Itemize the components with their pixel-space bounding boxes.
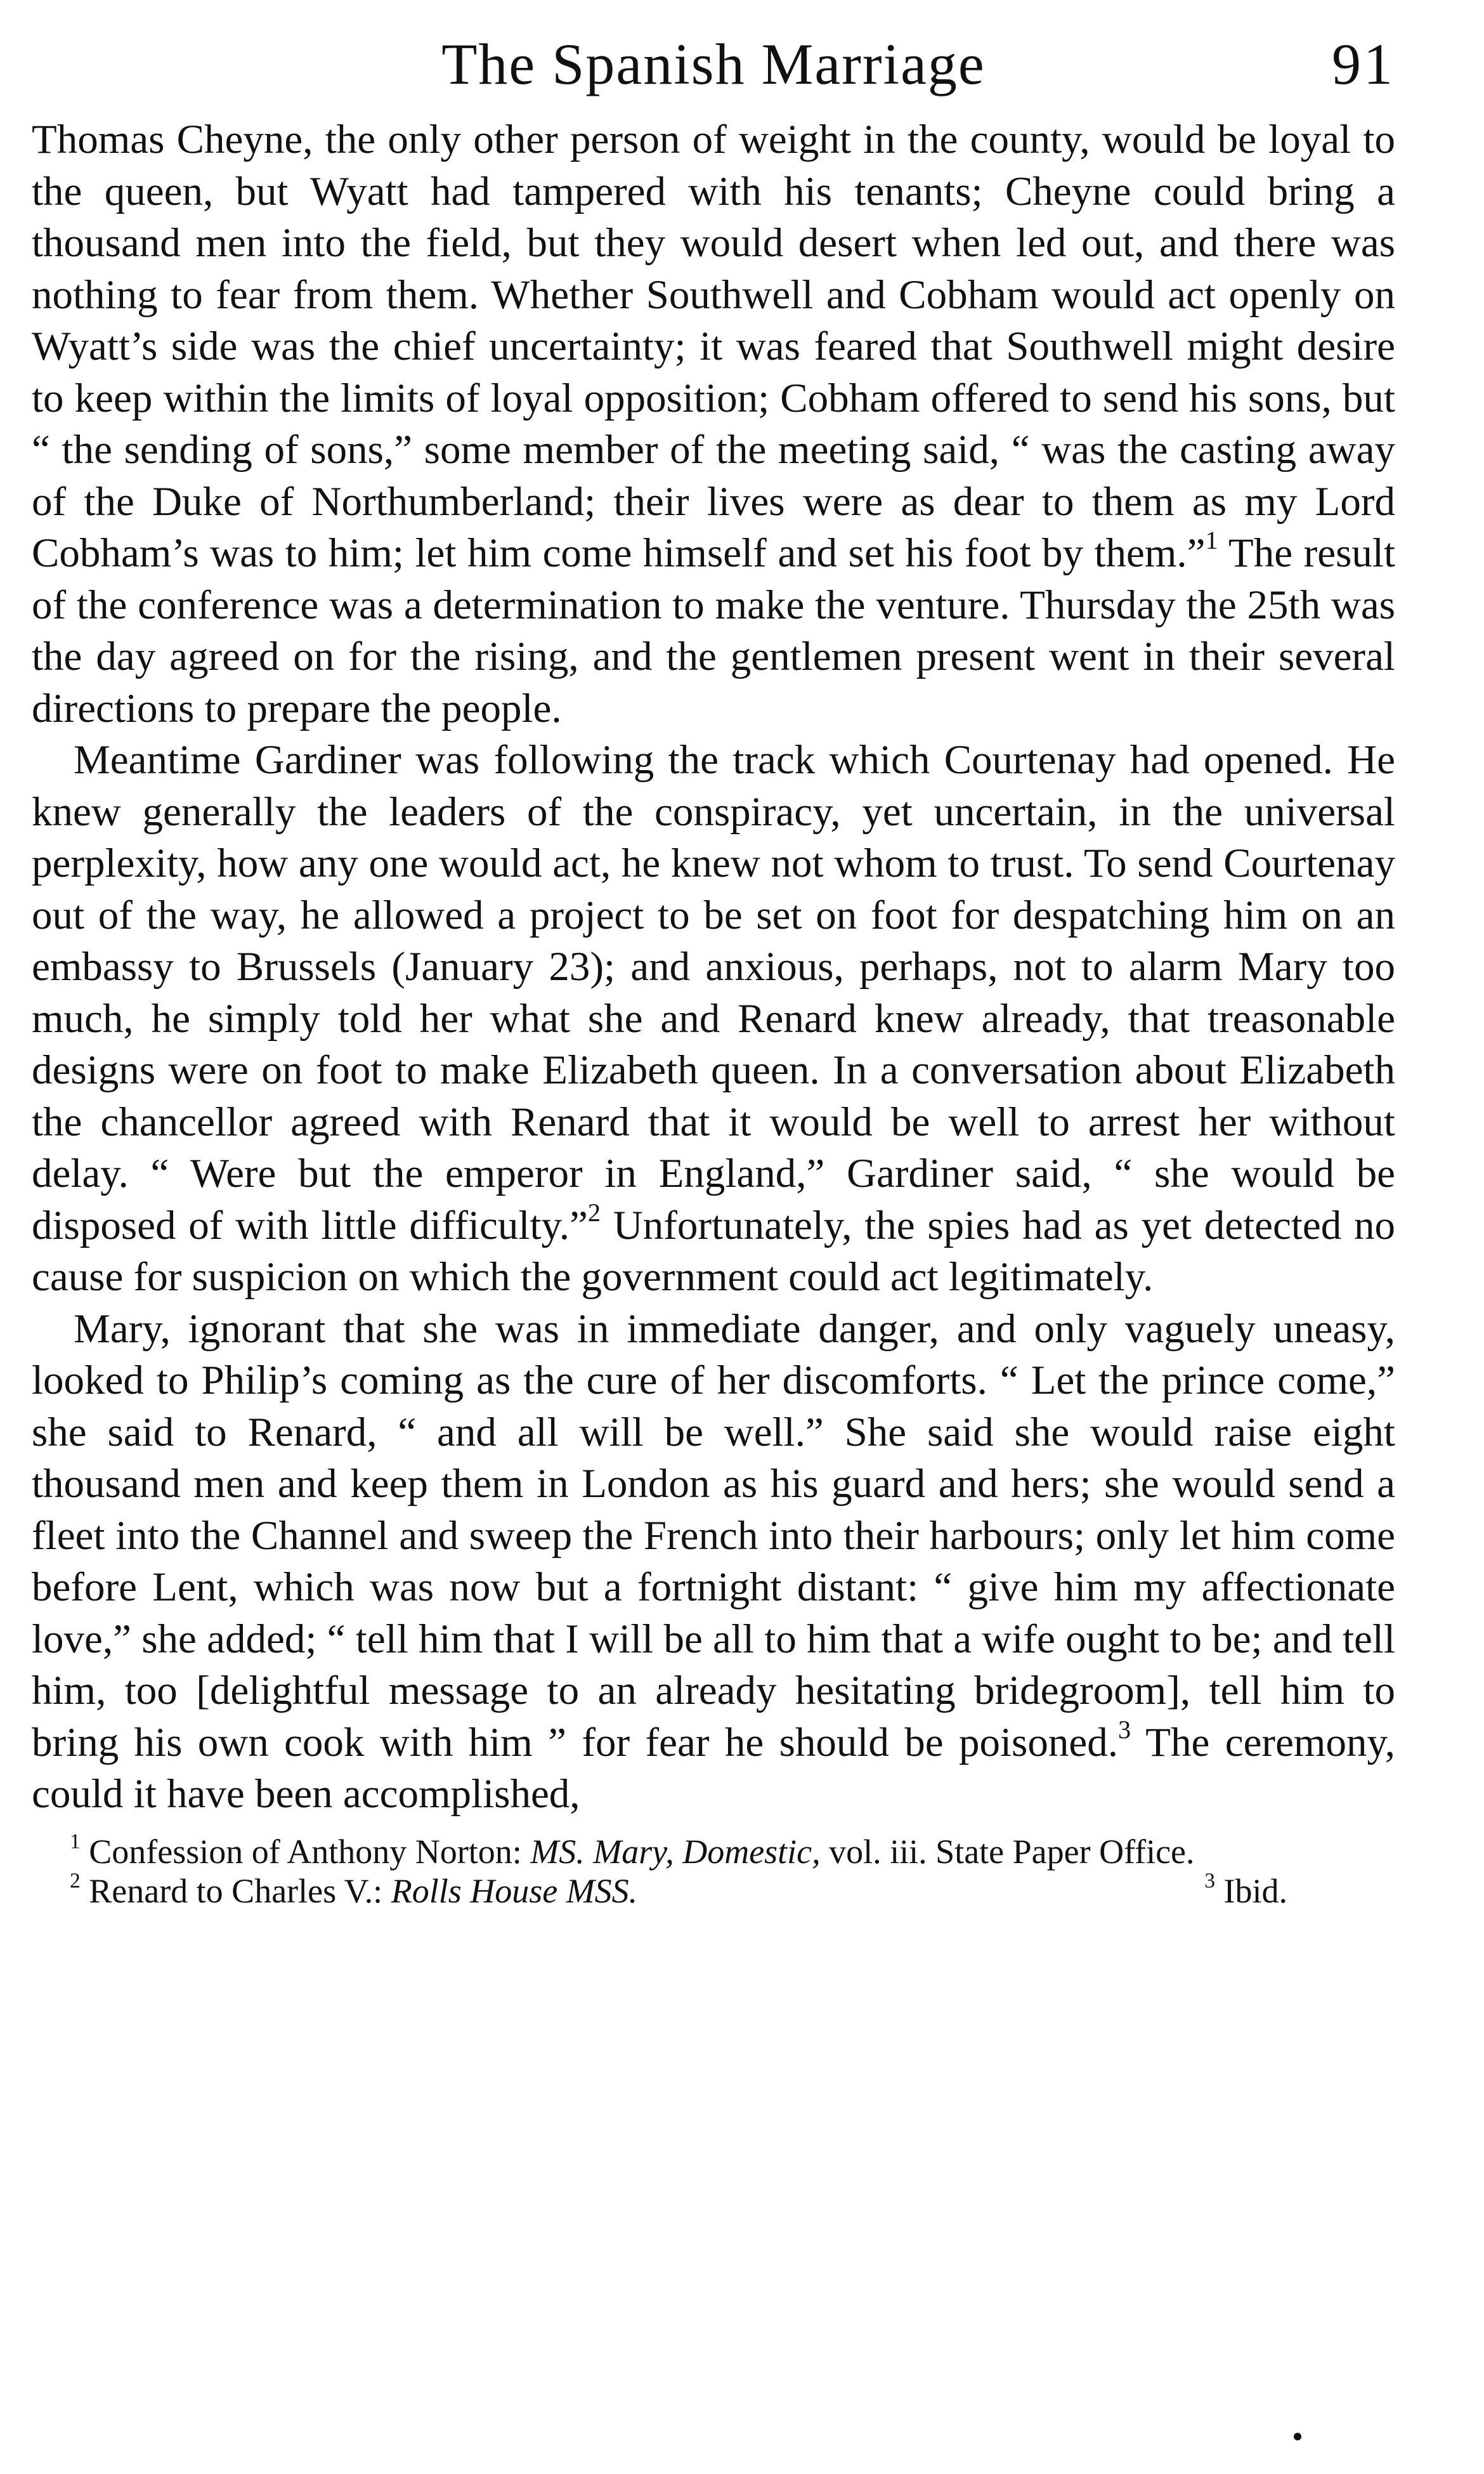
footnote-ref-2: 2 [587, 1198, 601, 1227]
footnote-row-2-3 [32, 1871, 1395, 1911]
paragraph-2 [32, 735, 1395, 1304]
footnote-3 [1204, 1871, 1287, 1911]
body-text [32, 114, 1395, 1821]
footnote-3-text: Ibid. [1223, 1871, 1287, 1910]
page-header [32, 25, 1395, 114]
running-title: The Spanish Marriage [441, 32, 986, 96]
paragraph-1-text: Thomas Cheyne, the only other person of weight in the county, would be loyal to the queen, but Wyatt had tampered with his tenants; Cheyne could bring a thousand men into the field, but they would desert when led out, and there was nothing to fear from them. Whether Southwell and Cobham would act openly on Wyatt’s side was the chief uncertainty; it was feared that Southwell might desire to keep within the limits of loyal opposition; Cobham offered to send his sons, but “ the sending of sons,” some member of the meeting said, “ was the casting away of the Duke of Northumberland; their lives were as dear to them as my Lord Cobham’s was to him; let him come himself and set his foot by them.” [32, 117, 1395, 576]
footnote-ref-1: 1 [1205, 525, 1218, 554]
page-number: 91 [1332, 32, 1395, 96]
footnote-ref-3: 3 [1117, 1715, 1131, 1744]
footnote-1-text: Confession of Anthony Norton: [89, 1832, 522, 1871]
footnote-2-mark: 2 [70, 1869, 81, 1893]
paragraph-3-continued: The ceremony, could it have been accomplished, [32, 1719, 1396, 1817]
print-speck [1294, 2433, 1301, 2440]
footnote-2-source: Rolls House MSS. [391, 1871, 638, 1910]
footnotes [32, 1829, 1395, 1911]
footnote-1-source: MS. Mary, Domestic, [530, 1832, 821, 1871]
footnote-3-mark: 3 [1204, 1869, 1215, 1893]
paragraph-3 [32, 1304, 1395, 1821]
paragraph-3-text: Mary, ignorant that she was in immediate danger, and only vaguely uneasy, looked to Philip’s coming as the cure of her discomforts. “ Let the prince come,” she said to Renard, “ and all will be well.” She said she would raise eight thousand men and keep them in London as his guard and hers; she would send a fleet into the Channel and sweep the French into their harbours; only let him come before Lent, which was now but a fortnight distant: “ give him my affectionate love,” she added; “ tell him that I will be all to him that a wife ought to be; and tell him, too [delightful message to an already hesitating bridegroom], tell him to bring his own cook with him ” for fear he should be poisoned. [32, 1306, 1395, 1765]
footnote-2 [70, 1871, 637, 1911]
paragraph-2-continued: Unfortunately, the spies had as yet detected no cause for suspicion on which the government could act legitimately. [32, 1202, 1395, 1300]
footnote-1-rest: vol. iii. State Paper Office. [829, 1832, 1195, 1871]
book-page [32, 25, 1395, 1911]
footnote-2-text: Renard to Charles V.: [89, 1871, 383, 1910]
paragraph-1-continued: The result of the conference was a determination to make the venture. Thursday the 25th was the day agreed on for the rising, and the gentlemen present went in their several directions to prepare the people. [32, 530, 1396, 731]
footnote-1-mark: 1 [70, 1829, 81, 1854]
paragraph-2-text: Meantime Gardiner was following the track which Courtenay had opened. He knew generally the leaders of the conspiracy, yet uncertain, in the universal perplexity, how any one would act, he knew not whom to trust. To send Courtenay out of the way, he allowed a project to be set on foot for despatching him on an embassy to Brussels (January 23); and anxious, perhaps, not to alarm Mary too much, he simply told her what she and Renard knew already, that treasonable designs were on foot to make Elizabeth queen. In a conversation about Elizabeth the chancellor agreed with Renard that it would be well to arrest her without delay. “ Were but the emperor in England,” Gardiner said, “ she would be disposed of with little difficulty.” [32, 737, 1395, 1248]
footnote-1 [32, 1829, 1395, 1871]
paragraph-1 [32, 114, 1395, 735]
